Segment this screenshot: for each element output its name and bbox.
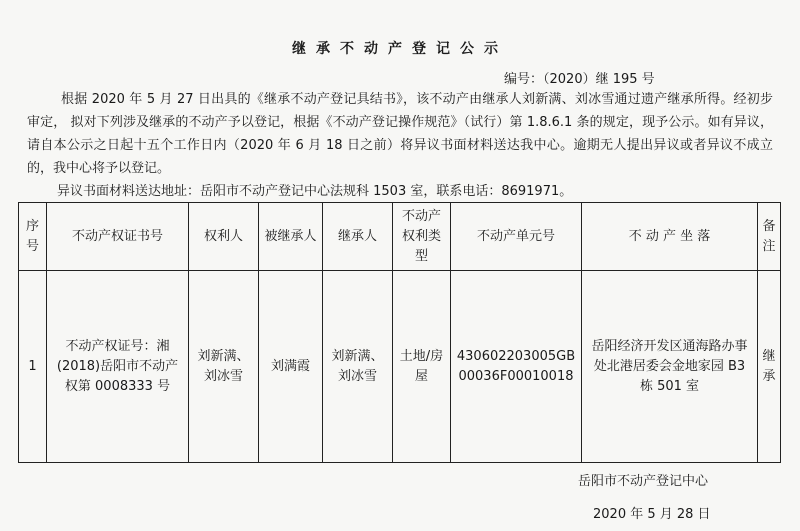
- cell-right-type: 土地/房屋: [393, 271, 451, 463]
- header-unit-no: 不动产单元号: [451, 203, 582, 271]
- cell-location: 岳阳经济开发区通海路办事处北港居委会金地家园 B3 栋 501 室: [582, 271, 758, 463]
- table-header-row: [19, 203, 781, 271]
- document-number: 编号：（2020）继 195 号: [504, 72, 655, 87]
- objection-address: 异议书面材料送达地址：岳阳市不动产登记中心法规科 1503 室，联系电话：8691971。: [57, 184, 573, 199]
- header-cert: 不动产权证书号: [47, 203, 189, 271]
- cell-inherited-from: 刘满霞: [259, 271, 323, 463]
- cell-unit-no: 430602203005GB00036F00010018: [451, 271, 582, 463]
- header-location: 不 动 产 坐 落: [582, 203, 758, 271]
- header-inherited-from: 被继承人: [259, 203, 323, 271]
- header-seq: 序号: [19, 203, 47, 271]
- header-right-type: 不动产权利类型: [393, 203, 451, 271]
- cell-holder: 刘新满、刘冰雪: [189, 271, 259, 463]
- cell-seq: 1: [19, 271, 47, 463]
- issuing-organization: 岳阳市不动产登记中心: [578, 474, 709, 489]
- header-holder: 权利人: [189, 203, 259, 271]
- header-heir: 继承人: [323, 203, 393, 271]
- table-row: [19, 271, 781, 463]
- registration-table: [18, 202, 781, 463]
- notice-body: 根据 2020 年 5 月 27 日出具的《继承不动产登记具结书》，该不动产由继承人刘新满、刘冰雪通过遗产继承所得。经初步审定， 拟对下列涉及继承的不动产予以登记，根据《不动产登记操作规范》（试行）第 1.8.6.1 条的规定，现予公示。如有异议，请自本公示之日起十五个工作日内（2020 年 6 月 18 日之前）将异议书面材料送达我中心。逾期无人提出异议或者异议不成立的，我中心将予以登记。: [27, 92, 773, 176]
- cell-remark: 继承: [758, 271, 781, 463]
- header-remark: 备注: [758, 203, 781, 271]
- cell-cert: 不动产权证号：湘(2018)岳阳市不动产权第 0008333 号: [47, 271, 189, 463]
- document-title: 继承不动产登记公示: [292, 41, 508, 57]
- issue-date: 2020 年 5 月 28 日: [593, 507, 711, 522]
- cell-heir: 刘新满、刘冰雪: [323, 271, 393, 463]
